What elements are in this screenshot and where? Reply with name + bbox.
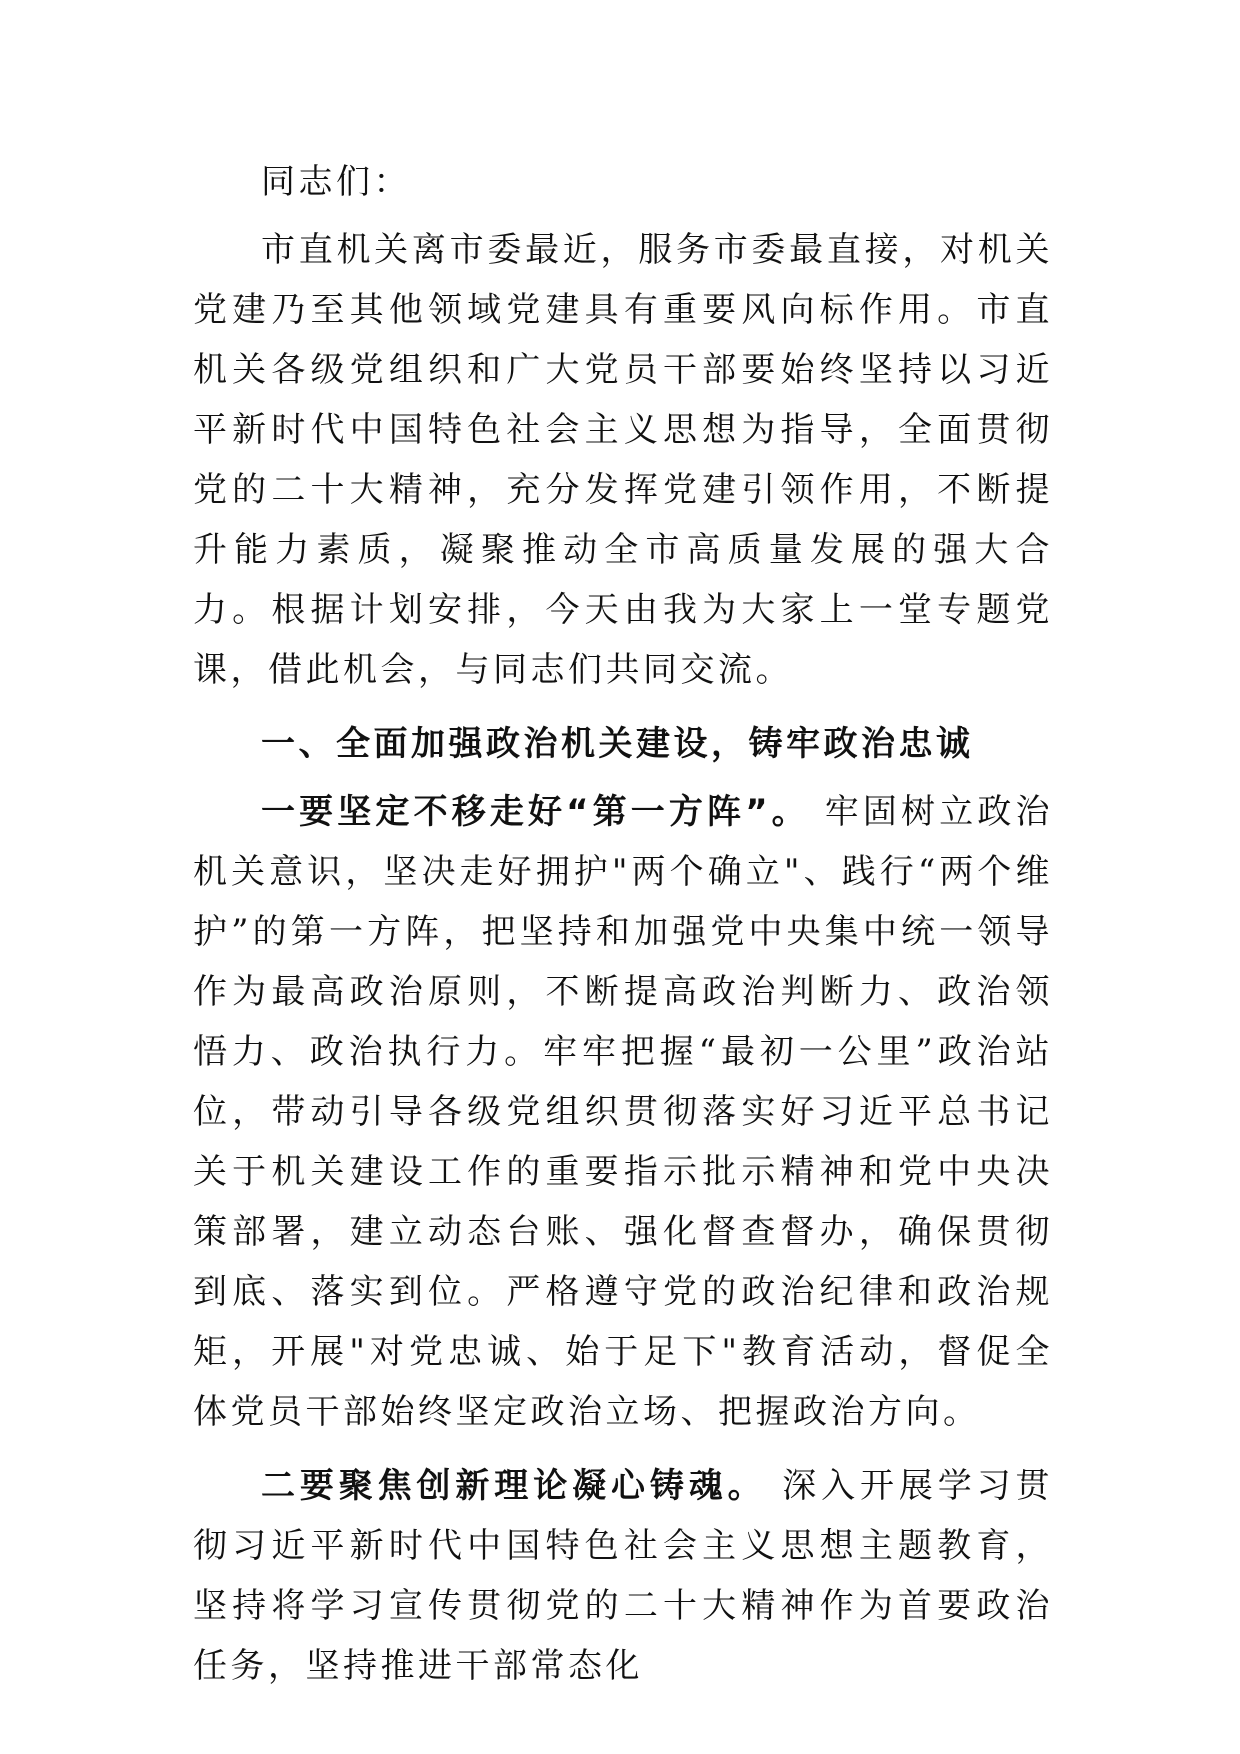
intro-paragraph: 市直机关离市委最近，服务市委最直接，对机关党建乃至其他领域党建具有重要风向标作用。市直机关各级党组织和广大党员干部要始终坚持以习近平新时代中国特色社会主义思想为指导，全面贯彻党的二十大精神，充分发挥党建引领作用，不断提升能力素质，凝聚推动全市高质量发展的强大合力。根据计划安排，今天由我为大家上一堂专题党课，借此机会，与同志们共同交流。 (193, 230, 1053, 690)
section-heading: 一、全面加强政治机关建设，铸牢政治忠诚 (261, 724, 974, 764)
salutation: 同志们： (261, 162, 411, 202)
section-item-paragraph (193, 782, 1053, 1442)
item-body-text: 深入开展学习贯彻习近平新时代中国特色社会主义思想主题教育，坚持将学习宣传贯彻党的二十大精神作为首要政治任务，坚持推进干部常态化 (193, 1466, 1053, 1686)
document-body (193, 152, 1053, 1696)
section-item-paragraph (193, 1456, 1053, 1696)
item-body-text: 牢固树立政治机关意识，坚决走好拥护"两个确立"、践行“两个维护”的第一方阵，把坚持和加强党中央集中统一领导作为最高政治原则，不断提高政治判断力、政治领悟力、政治执行力。牢牢把握“最初一公里”政治站位，带动引导各级党组织贯彻落实好习近平总书记关于机关建设工作的重要指示批示精神和党中央决策部署，建立动态台账、强化督查督办，确保贯彻到底、落实到位。严格遵守党的政治纪律和政治规矩，开展"对党忠诚、始于足下"教育活动，督促全体党员干部始终坚定政治立场、把握政治方向。 (193, 792, 1053, 1432)
item-lead-title: 二要聚焦创新理论凝心铸魂。 (261, 1466, 767, 1506)
item-lead-title: 一要坚定不移走好“第一方阵”。 (261, 792, 810, 832)
